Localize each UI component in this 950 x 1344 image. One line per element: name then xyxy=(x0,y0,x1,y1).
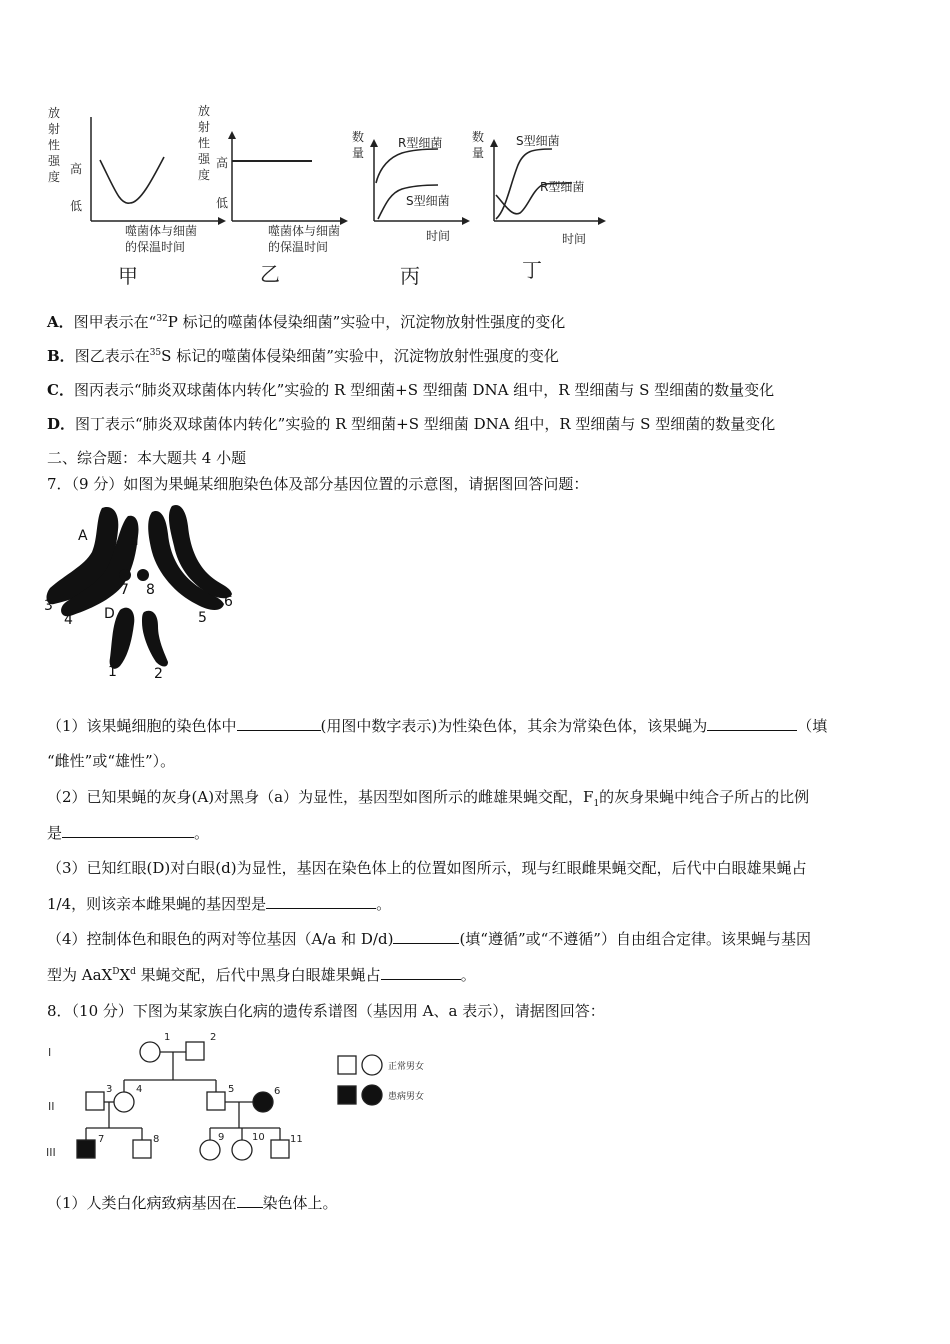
superscript: d xyxy=(130,967,136,977)
graph-caption: 丙 xyxy=(400,264,420,288)
individual-6-female-affected xyxy=(253,1092,273,1112)
ylabel-char: 射 xyxy=(48,122,61,136)
x-axis-arrow xyxy=(218,217,226,225)
text: 染色体上。 xyxy=(262,1194,338,1212)
individual-8-male xyxy=(133,1140,151,1158)
legend-affected-label: 患病男女 xyxy=(388,1092,425,1102)
text: （填 xyxy=(797,717,828,735)
xlabel: 时间 xyxy=(426,229,451,243)
individual-number: 9 xyxy=(218,1132,225,1143)
ylabel-char: 数 xyxy=(352,130,365,144)
ylabel-char: 强 xyxy=(198,152,211,166)
q7-part4-line2 xyxy=(47,964,476,985)
x-axis-arrow xyxy=(462,217,470,225)
q7-stem: 7．（9 分）如图为果蝇某细胞染色体及部分基因位置的示意图，请据图回答问题： xyxy=(47,475,589,493)
s-label: S型细菌 xyxy=(406,194,450,208)
individual-7-male-affected xyxy=(77,1140,95,1158)
high-label: 高 xyxy=(216,156,229,170)
chromosome-2 xyxy=(142,611,168,667)
text: （2）已知果蝇的灰身(A)对黑身（a）为显性，基因型如图所示的雌雄果蝇交配，F xyxy=(47,788,594,806)
ylabel-char: 度 xyxy=(48,170,61,184)
option-text: S 标记的噬菌体侵染细菌”实验中，沉淀物放射性强度的变化 xyxy=(161,347,559,365)
answer-blank[interactable] xyxy=(237,1193,263,1208)
text: （1）该果蝇细胞的染色体中 xyxy=(47,717,237,735)
option-text: 图甲表示在“ xyxy=(73,313,157,331)
ylabel-char: 射 xyxy=(198,120,211,134)
text: 1/4，则该亲本雌果蝇的基因型是 xyxy=(47,895,267,913)
option-label: B． xyxy=(47,347,75,365)
ylabel-char: 数 xyxy=(472,130,485,144)
individual-number: 8 xyxy=(153,1134,160,1145)
text: (填“遵循”或“不遵循”）自由组合定律。该果蝇与基因 xyxy=(459,930,811,948)
xlabel-line1: 噬菌体与细菌 xyxy=(268,224,341,238)
xlabel: 时间 xyxy=(562,232,587,246)
ylabel-char: 量 xyxy=(352,146,365,160)
individual-2-male xyxy=(186,1042,204,1060)
label-6: 6 xyxy=(224,594,233,610)
ylabel-char: 放 xyxy=(198,104,211,118)
text: (用图中数字表示)为性染色体，其余为常染色体，该果蝇为 xyxy=(320,717,708,735)
individual-number: 2 xyxy=(210,1032,217,1043)
label-D: D xyxy=(104,606,115,622)
superscript: 35 xyxy=(149,348,162,358)
text: （1）人类白化病致病基因在 xyxy=(47,1194,237,1212)
superscript: D xyxy=(112,967,120,977)
xlabel-line2: 的保温时间 xyxy=(268,240,329,254)
s-label: S型细菌 xyxy=(516,134,560,148)
q7-part2-line2 xyxy=(47,822,209,843)
chromosome-7 xyxy=(119,569,131,581)
individual-11-male xyxy=(271,1140,289,1158)
text: （4）控制体色和眼色的两对等位基因（A/a 和 D/d) xyxy=(47,930,394,948)
low-label: 低 xyxy=(216,196,229,210)
text: 。 xyxy=(194,824,210,842)
individual-number: 3 xyxy=(106,1084,113,1095)
answer-blank[interactable] xyxy=(237,716,321,731)
label-2: 2 xyxy=(154,666,163,682)
section-title: 二、综合题：本大题共 4 小题 xyxy=(47,449,247,467)
option-d xyxy=(47,413,775,434)
answer-blank[interactable] xyxy=(707,716,797,731)
q7-part1-line1 xyxy=(47,715,827,736)
legend-normal-female xyxy=(362,1055,382,1075)
q7-part4-line1 xyxy=(47,928,811,949)
ylabel-char: 性 xyxy=(48,138,61,152)
individual-3-male xyxy=(86,1092,104,1110)
individual-10-female xyxy=(232,1140,252,1160)
option-text: 图丙表示“肺炎双球菌体内转化”实验的 R 型细菌+S 型细菌 DNA 组中，R 型细菌与 S 型细菌的数量变化 xyxy=(73,381,775,399)
individual-1-female xyxy=(140,1042,160,1062)
legend-affected-male xyxy=(338,1086,356,1104)
y-axis-arrow xyxy=(490,139,498,147)
label-4: 4 xyxy=(64,612,73,628)
text: 。 xyxy=(376,895,392,913)
option-a xyxy=(47,311,565,332)
answer-blank[interactable] xyxy=(381,965,461,980)
individual-number: 7 xyxy=(98,1134,105,1145)
q7-part3-line2 xyxy=(47,893,391,914)
high-label: 高 xyxy=(70,162,83,176)
option-text: 图丁表示“肺炎双球菌体内转化”实验的 R 型细菌+S 型细菌 DNA 组中，R 型细菌与 S 型细菌的数量变化 xyxy=(75,415,776,433)
generation-label: II xyxy=(48,1100,55,1113)
individual-5-male xyxy=(207,1092,225,1110)
legend-affected-female xyxy=(362,1085,382,1105)
option-b xyxy=(47,345,559,366)
r-label: R型细菌 xyxy=(540,180,585,194)
ylabel-char: 量 xyxy=(472,146,485,160)
subscript: 1 xyxy=(593,799,600,809)
q8-stem: 8．（10 分）下图为某家族白化病的遗传系谱图（基因用 A、a 表示），请据图回答： xyxy=(47,1002,605,1020)
option-label: A． xyxy=(47,313,74,331)
ylabel-char: 度 xyxy=(198,168,211,182)
individual-number: 1 xyxy=(164,1032,171,1043)
y-axis-arrow xyxy=(228,131,236,139)
text: 。 xyxy=(460,966,476,984)
graph-caption: 乙 xyxy=(260,262,280,286)
label-a: a xyxy=(130,533,139,549)
graph-bing xyxy=(352,129,470,288)
graph-yi xyxy=(198,104,348,286)
text: 的灰身果蝇中纯合子所占的比例 xyxy=(599,788,810,806)
option-label: C． xyxy=(47,381,74,399)
generation-label: I xyxy=(48,1046,52,1059)
x-axis-arrow xyxy=(340,217,348,225)
graph-caption: 丁 xyxy=(522,258,542,282)
individual-number: 6 xyxy=(274,1086,281,1097)
r-curve xyxy=(376,149,438,183)
label-8: 8 xyxy=(146,582,155,598)
option-label: D． xyxy=(47,415,76,433)
figure-graphs xyxy=(40,95,620,290)
legend-normal-male xyxy=(338,1056,356,1074)
individual-number: 11 xyxy=(290,1134,303,1145)
text: 果蝇交配，后代中黑身白眼雄果蝇占 xyxy=(135,966,381,984)
xlabel-line1: 噬菌体与细菌 xyxy=(125,224,198,238)
individual-number: 10 xyxy=(252,1132,265,1143)
text: 型为 AaX xyxy=(47,966,113,984)
y-axis-arrow xyxy=(370,139,378,147)
chromosome-8 xyxy=(137,569,149,581)
q7-part1-line2: “雌性”或“雄性”）。 xyxy=(47,752,176,770)
label-7: 7 xyxy=(120,582,129,598)
curve xyxy=(100,157,164,203)
q7-part2-line1 xyxy=(47,786,809,809)
answer-blank[interactable] xyxy=(266,894,376,909)
x-axis-arrow xyxy=(598,217,606,225)
individual-number: 5 xyxy=(228,1084,235,1095)
label-3: 3 xyxy=(44,598,53,614)
option-c xyxy=(47,379,774,400)
ylabel-char: 放 xyxy=(48,106,61,120)
pedigree-chart xyxy=(40,1030,460,1165)
text: X xyxy=(119,966,131,984)
ylabel-char: 强 xyxy=(48,154,61,168)
r-label: R型细菌 xyxy=(398,136,443,150)
graph-ding xyxy=(472,129,606,282)
label-5: 5 xyxy=(198,610,207,626)
chromosome-figure xyxy=(40,500,250,685)
answer-blank[interactable] xyxy=(62,823,194,838)
individual-9-female xyxy=(200,1140,220,1160)
label-A: A xyxy=(78,528,88,544)
q7-part3-line1: （3）已知红眼(D)对白眼(d)为显性，基因在染色体上的位置如图所示，现与红眼雌果蝇交配，后代中白眼雄果蝇占 xyxy=(47,859,807,877)
label-1: 1 xyxy=(108,664,117,680)
graph-caption: 甲 xyxy=(118,264,138,288)
answer-blank[interactable] xyxy=(393,929,459,944)
ylabel-char: 性 xyxy=(198,136,211,150)
option-text: P 标记的噬菌体侵染细菌”实验中，沉淀物放射性强度的变化 xyxy=(167,313,566,331)
individual-number: 4 xyxy=(136,1084,143,1095)
option-text: 图乙表示在 xyxy=(74,347,150,365)
generation-label: III xyxy=(46,1146,56,1159)
xlabel-line2: 的保温时间 xyxy=(125,240,186,254)
low-label: 低 xyxy=(70,199,83,213)
superscript: 32 xyxy=(156,314,168,324)
legend-normal-label: 正常男女 xyxy=(388,1062,425,1072)
individual-4-female xyxy=(114,1092,134,1112)
q8-part1 xyxy=(47,1192,338,1213)
text: 是 xyxy=(47,824,63,842)
